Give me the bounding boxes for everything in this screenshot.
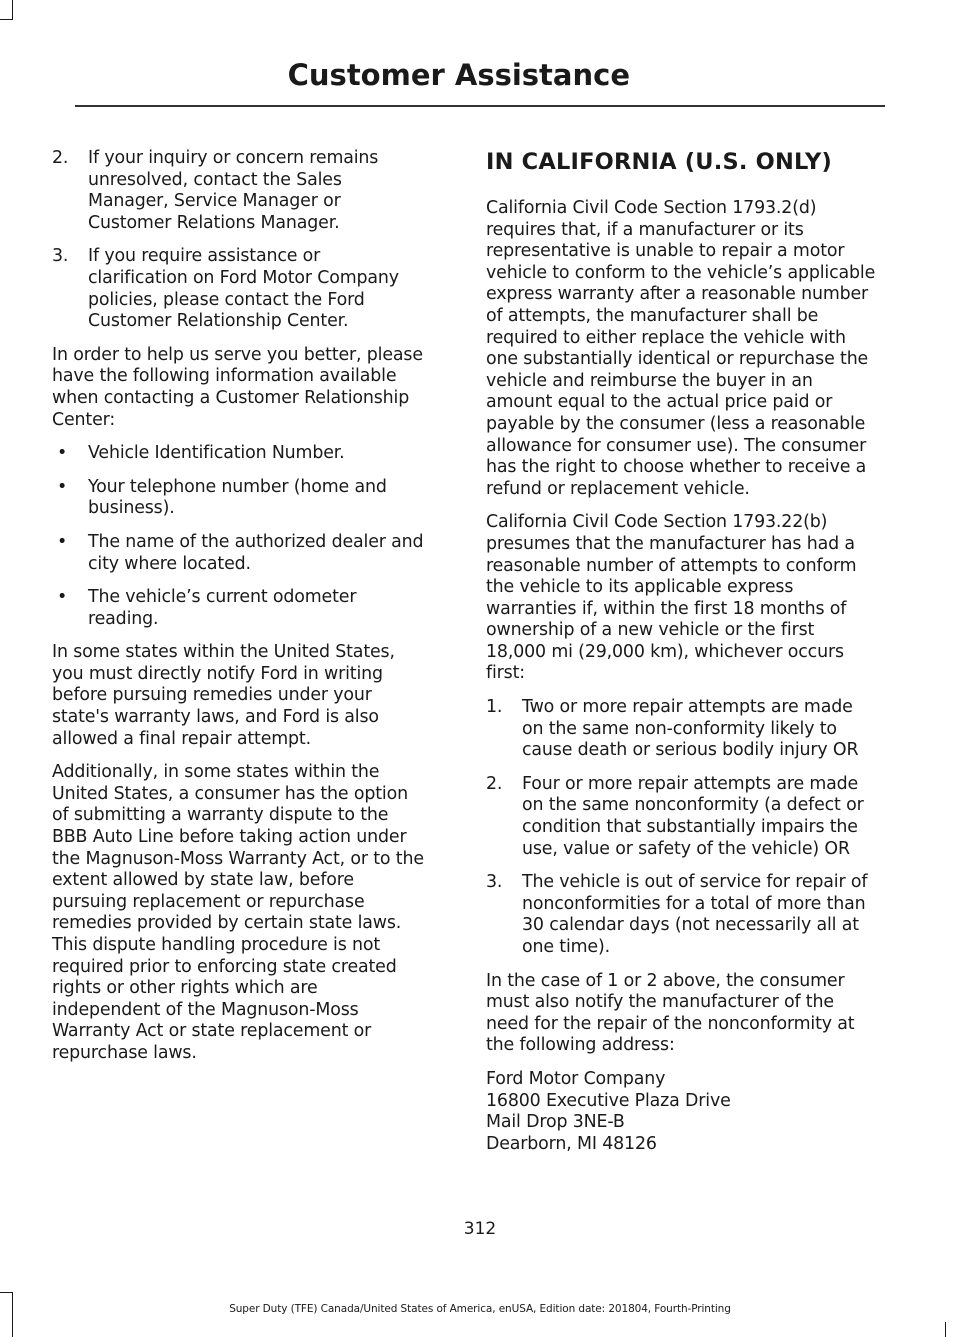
list-number: 1.	[486, 697, 503, 718]
page-number: 312	[463, 1219, 497, 1239]
footer-edition: Super Duty (TFE) Canada/United States of America, enUSA, Edition date: 201804, Fourth-Printing	[229, 1303, 731, 1315]
list-item	[486, 697, 879, 762]
list-item	[52, 148, 424, 234]
list-number: 3.	[52, 246, 69, 267]
paragraph-state-notify: In some states within the United States, you must directly notify Ford in writing before pursuing remedies under your state's warranty laws, and Ford is also allowed a final repair attempt.	[52, 642, 395, 749]
crop-mark-bottom-left-h	[0, 1292, 13, 1293]
bullet-text: The name of the authorized dealer and city where located.	[88, 531, 424, 574]
address-line: Dearborn, MI 48126	[486, 1133, 657, 1154]
address-line: Ford Motor Company	[486, 1068, 666, 1089]
list-number: 3.	[486, 872, 503, 893]
list-item	[486, 774, 879, 860]
bullet-item	[52, 477, 424, 520]
page-title: Customer Assistance	[287, 58, 630, 92]
bullet-item	[52, 587, 424, 630]
list-item	[52, 246, 424, 332]
mailing-address	[486, 1069, 879, 1155]
list-text: Four or more repair attempts are made on the same nonconformity (a defect or condition that substantially impairs the use, value or safety of the vehicle) OR	[522, 773, 864, 859]
bullet-icon: •	[57, 443, 68, 464]
bullet-icon: •	[57, 531, 68, 552]
bullet-text: The vehicle’s current odometer reading.	[88, 587, 357, 629]
crop-mark-bottom-right	[945, 1322, 946, 1337]
paragraph-civil-code-1: California Civil Code Section 1793.2(d) requires that, if a manufacturer or its representative is unable to repair a motor vehicle to conform to the vehicle’s applicable express warranty after a reasonable number of attempts, the manufacturer shall be required to either replace the vehicle with one substantially identical or repurchase the vehicle and reimburse the buyer in an amount equal to the actual price paid or payable by the consumer (less a reasonable allowance for consumer use). The consumer has the right to choose whether to receive a refund or replacement vehicle.	[486, 198, 876, 499]
crop-mark-top-left	[12, 0, 13, 20]
bullet-icon: •	[57, 587, 68, 608]
crop-mark-top-left-h	[0, 19, 13, 20]
list-number: 2.	[486, 773, 503, 794]
list-text: If your inquiry or concern remains unresolved, contact the Sales Manager, Service Manager or Customer Relations Manager.	[88, 148, 379, 233]
bullet-text: Your telephone number (home and business).	[88, 476, 387, 519]
bullet-text: Vehicle Identification Number.	[88, 443, 345, 464]
list-text: If you require assistance or clarification on Ford Motor Company policies, please contact the Ford Customer Relationship Center.	[88, 246, 399, 332]
header-rule	[75, 105, 885, 107]
list-text: Two or more repair attempts are made on the same non-conformity likely to cause death or serious bodily injury OR	[522, 697, 859, 761]
paragraph-notify: In the case of 1 or 2 above, the consumer must also notify the manufacturer of the need for the repair of the nonconformity at the following address:	[486, 970, 855, 1056]
list-item	[486, 872, 879, 958]
section-heading: IN CALIFORNIA (U.S. ONLY)	[486, 149, 832, 175]
left-column	[52, 148, 424, 1077]
address-line: 16800 Executive Plaza Drive	[486, 1090, 731, 1111]
bullet-item	[52, 443, 424, 465]
bullet-icon: •	[57, 476, 68, 497]
address-line: Mail Drop 3NE-B	[486, 1112, 625, 1133]
list-number: 2.	[52, 148, 69, 168]
paragraph-bbb-auto-line: Additionally, in some states within the United States, a consumer has the option of submitting a warranty dispute to the BBB Auto Line before taking action under the Magnuson-Moss Warranty Act, or to the extent allowed by state law, before pursuing replacement or repurchase remedies provided by certain state laws. This dispute handling procedure is not required prior to enforcing state created rights or other rights which are independent of the Magnuson-Moss Warranty Act or state replacement or repurchase laws.	[52, 762, 424, 1063]
bullet-item	[52, 532, 424, 575]
intro-paragraph: In order to help us serve you better, please have the following information available when contacting a Customer Relationship Center:	[52, 344, 423, 430]
list-text: The vehicle is out of service for repair of nonconformities for a total of more than 30 calendar days (not necessarily all at one time).	[522, 872, 868, 957]
right-column	[486, 148, 879, 1155]
paragraph-civil-code-2: California Civil Code Section 1793.22(b) presumes that the manufacturer has had a reasonable number of attempts to conform the vehicle to its applicable express warranties if, within the first 18 months of ownership of a new vehicle or the first 18,000 mi (29,000 km), whichever occurs first:	[486, 512, 857, 684]
